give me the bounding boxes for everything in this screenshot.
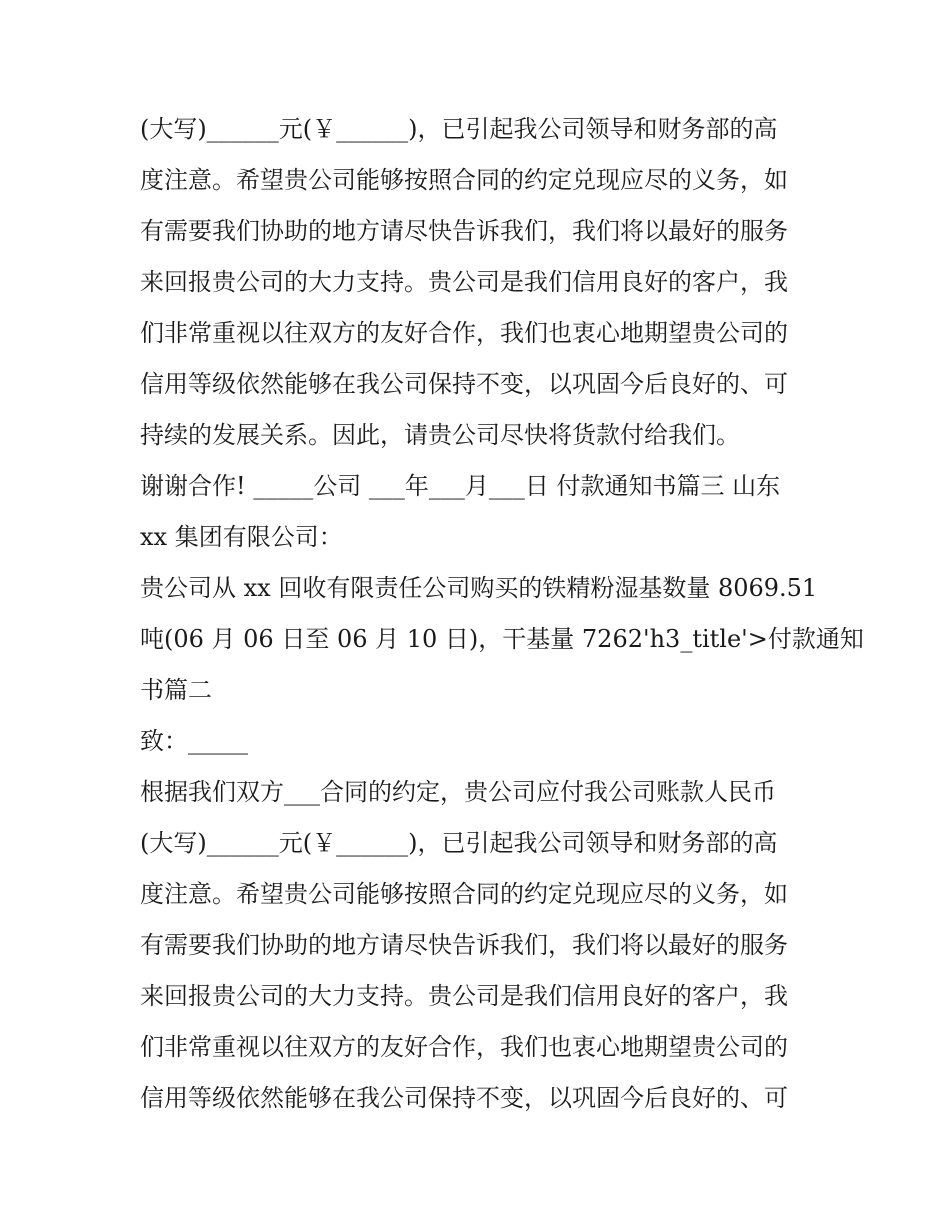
document-body	[140, 104, 864, 1124]
text-line: xx 集团有限公司：	[140, 523, 343, 551]
text-line: 致：_____	[140, 727, 248, 755]
text-line: 根据我们双方___合同的约定，贵公司应付我公司账款人民币	[140, 778, 776, 806]
text-line: 吨(06 月 06 日至 06 月 10 日)，干基量 7262'h3_title'>付款通知	[140, 625, 864, 653]
text-line: 来回报贵公司的大力支持。贵公司是我们信用良好的客户，我	[140, 268, 788, 296]
text-line: 谢谢合作! _____公司 ___年___月___日 付款通知书篇三 山东	[140, 472, 781, 500]
text-line: 度注意。希望贵公司能够按照合同的约定兑现应尽的义务，如	[140, 880, 788, 908]
text-line: 持续的发展关系。因此，请贵公司尽快将货款付给我们。	[140, 421, 740, 449]
text-line: 们非常重视以往双方的友好合作，我们也衷心地期望贵公司的	[140, 319, 788, 347]
text-line: 贵公司从 xx 回收有限责任公司购买的铁精粉湿基数量 8069.51	[140, 574, 818, 602]
text-line: 书篇二	[140, 676, 212, 704]
text-line: 们非常重视以往双方的友好合作，我们也衷心地期望贵公司的	[140, 1033, 788, 1061]
text-line: 有需要我们协助的地方请尽快告诉我们，我们将以最好的服务	[140, 931, 788, 959]
text-line: (大写)______元(￥______)，已引起我公司领导和财务部的高	[140, 829, 778, 857]
text-line: 信用等级依然能够在我公司保持不变，以巩固今后良好的、可	[140, 1084, 788, 1112]
text-line: 有需要我们协助的地方请尽快告诉我们，我们将以最好的服务	[140, 217, 788, 245]
text-line: 来回报贵公司的大力支持。贵公司是我们信用良好的客户，我	[140, 982, 788, 1010]
text-line: 信用等级依然能够在我公司保持不变，以巩固今后良好的、可	[140, 370, 788, 398]
text-line: 度注意。希望贵公司能够按照合同的约定兑现应尽的义务，如	[140, 166, 788, 194]
text-line: (大写)______元(￥______)，已引起我公司领导和财务部的高	[140, 115, 778, 143]
